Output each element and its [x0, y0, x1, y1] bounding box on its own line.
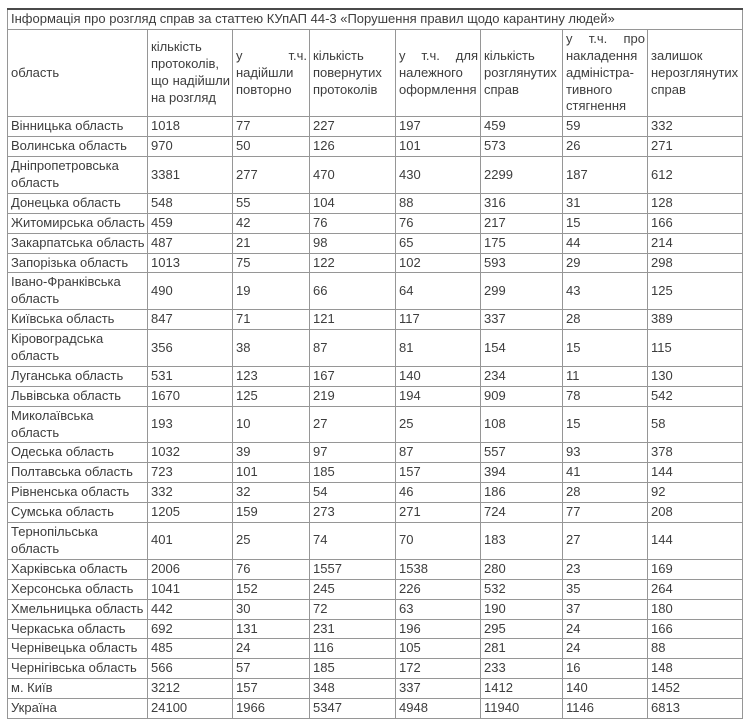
value-cell: 125	[648, 273, 743, 310]
value-cell: 847	[148, 310, 233, 330]
value-cell: 723	[148, 463, 233, 483]
value-cell: 909	[481, 386, 563, 406]
value-cell: 21	[233, 233, 310, 253]
value-cell: 77	[233, 117, 310, 137]
table-row	[8, 559, 743, 579]
table-row	[8, 579, 743, 599]
region-cell: Рівненська область	[8, 483, 148, 503]
region-cell: Донецька область	[8, 193, 148, 213]
value-cell: 43	[563, 273, 648, 310]
table-header-row	[8, 29, 743, 116]
value-cell: 42	[233, 213, 310, 233]
value-cell: 104	[310, 193, 396, 213]
header-region: область	[8, 29, 148, 116]
table-title-row	[8, 9, 743, 29]
value-cell: 66	[310, 273, 396, 310]
value-cell: 24100	[148, 699, 233, 719]
region-cell: Житомирська область	[8, 213, 148, 233]
value-cell: 54	[310, 483, 396, 503]
value-cell: 157	[396, 463, 481, 483]
region-cell: Волинська область	[8, 137, 148, 157]
value-cell: 19	[233, 273, 310, 310]
value-cell: 196	[396, 619, 481, 639]
value-cell: 98	[310, 233, 396, 253]
value-cell: 190	[481, 599, 563, 619]
value-cell: 169	[648, 559, 743, 579]
value-cell: 41	[563, 463, 648, 483]
table-row	[8, 699, 743, 719]
value-cell: 28	[563, 483, 648, 503]
value-cell: 692	[148, 619, 233, 639]
value-cell: 16	[563, 659, 648, 679]
value-cell: 295	[481, 619, 563, 639]
table-row	[8, 273, 743, 310]
value-cell: 24	[563, 639, 648, 659]
value-cell: 442	[148, 599, 233, 619]
header-admin-penalty-imposed: у т.ч. про накладення адміністра-тивного стягнення	[563, 29, 648, 116]
table-row	[8, 310, 743, 330]
table-row	[8, 137, 743, 157]
value-cell: 970	[148, 137, 233, 157]
value-cell: 172	[396, 659, 481, 679]
value-cell: 593	[481, 253, 563, 273]
region-cell: Херсонська область	[8, 579, 148, 599]
value-cell: 65	[396, 233, 481, 253]
table-title: Інформація про розгляд справ за статтею КУпАП 44-3 «Порушення правил щодо карантину людей»	[8, 9, 743, 29]
value-cell: 23	[563, 559, 648, 579]
value-cell: 121	[310, 310, 396, 330]
value-cell: 180	[648, 599, 743, 619]
value-cell: 1146	[563, 699, 648, 719]
value-cell: 573	[481, 137, 563, 157]
region-cell: Закарпатська область	[8, 233, 148, 253]
value-cell: 264	[648, 579, 743, 599]
value-cell: 214	[648, 233, 743, 253]
table-row	[8, 330, 743, 367]
region-cell: Харківська область	[8, 559, 148, 579]
value-cell: 44	[563, 233, 648, 253]
value-cell: 487	[148, 233, 233, 253]
value-cell: 217	[481, 213, 563, 233]
value-cell: 459	[148, 213, 233, 233]
value-cell: 27	[563, 523, 648, 560]
value-cell: 72	[310, 599, 396, 619]
value-cell: 125	[233, 386, 310, 406]
value-cell: 194	[396, 386, 481, 406]
value-cell: 50	[233, 137, 310, 157]
value-cell: 612	[648, 157, 743, 194]
value-cell: 233	[481, 659, 563, 679]
region-cell: Кіровоградська область	[8, 330, 148, 367]
quarantine-cases-table	[7, 8, 743, 719]
value-cell: 37	[563, 599, 648, 619]
table-body	[8, 117, 743, 719]
value-cell: 28	[563, 310, 648, 330]
value-cell: 4948	[396, 699, 481, 719]
value-cell: 157	[233, 679, 310, 699]
value-cell: 117	[396, 310, 481, 330]
value-cell: 167	[310, 366, 396, 386]
value-cell: 39	[233, 443, 310, 463]
value-cell: 10	[233, 406, 310, 443]
value-cell: 299	[481, 273, 563, 310]
value-cell: 115	[648, 330, 743, 367]
value-cell: 3381	[148, 157, 233, 194]
value-cell: 25	[233, 523, 310, 560]
value-cell: 1205	[148, 503, 233, 523]
value-cell: 185	[310, 463, 396, 483]
value-cell: 1670	[148, 386, 233, 406]
value-cell: 356	[148, 330, 233, 367]
region-cell: Хмельницька область	[8, 599, 148, 619]
value-cell: 186	[481, 483, 563, 503]
value-cell: 27	[310, 406, 396, 443]
value-cell: 59	[563, 117, 648, 137]
value-cell: 548	[148, 193, 233, 213]
region-cell: Одеська область	[8, 443, 148, 463]
value-cell: 71	[233, 310, 310, 330]
value-cell: 78	[563, 386, 648, 406]
value-cell: 31	[563, 193, 648, 213]
value-cell: 332	[148, 483, 233, 503]
value-cell: 459	[481, 117, 563, 137]
value-cell: 15	[563, 406, 648, 443]
value-cell: 11	[563, 366, 648, 386]
table-row	[8, 386, 743, 406]
header-unconsidered-balance: залишок нерозглянутих справ	[648, 29, 743, 116]
value-cell: 1966	[233, 699, 310, 719]
value-cell: 88	[396, 193, 481, 213]
value-cell: 566	[148, 659, 233, 679]
header-for-proper-processing: у т.ч. для належного оформлення	[396, 29, 481, 116]
value-cell: 116	[310, 639, 396, 659]
value-cell: 77	[563, 503, 648, 523]
header-protocols-received: кількість протоколів, що надійшли на розгляд	[148, 29, 233, 116]
value-cell: 154	[481, 330, 563, 367]
value-cell: 92	[648, 483, 743, 503]
value-cell: 1041	[148, 579, 233, 599]
value-cell: 93	[563, 443, 648, 463]
table-row	[8, 406, 743, 443]
table-row	[8, 157, 743, 194]
value-cell: 183	[481, 523, 563, 560]
value-cell: 108	[481, 406, 563, 443]
region-cell: Київська область	[8, 310, 148, 330]
value-cell: 87	[310, 330, 396, 367]
value-cell: 1018	[148, 117, 233, 137]
value-cell: 332	[648, 117, 743, 137]
value-cell: 81	[396, 330, 481, 367]
value-cell: 87	[396, 443, 481, 463]
region-cell: Полтавська область	[8, 463, 148, 483]
value-cell: 175	[481, 233, 563, 253]
value-cell: 337	[481, 310, 563, 330]
value-cell: 148	[648, 659, 743, 679]
value-cell: 144	[648, 523, 743, 560]
value-cell: 389	[648, 310, 743, 330]
table-row	[8, 193, 743, 213]
value-cell: 101	[233, 463, 310, 483]
value-cell: 430	[396, 157, 481, 194]
table-row	[8, 503, 743, 523]
region-cell: Чернівецька область	[8, 639, 148, 659]
value-cell: 219	[310, 386, 396, 406]
value-cell: 58	[648, 406, 743, 443]
value-cell: 25	[396, 406, 481, 443]
value-cell: 70	[396, 523, 481, 560]
table-row	[8, 366, 743, 386]
value-cell: 26	[563, 137, 648, 157]
value-cell: 273	[310, 503, 396, 523]
value-cell: 24	[563, 619, 648, 639]
region-cell: Чернігівська область	[8, 659, 148, 679]
value-cell: 3212	[148, 679, 233, 699]
table-row	[8, 619, 743, 639]
value-cell: 6813	[648, 699, 743, 719]
table-row	[8, 523, 743, 560]
value-cell: 1412	[481, 679, 563, 699]
region-cell: Івано-Франківська область	[8, 273, 148, 310]
value-cell: 30	[233, 599, 310, 619]
value-cell: 24	[233, 639, 310, 659]
value-cell: 64	[396, 273, 481, 310]
value-cell: 38	[233, 330, 310, 367]
region-cell: м. Київ	[8, 679, 148, 699]
value-cell: 166	[648, 213, 743, 233]
value-cell: 187	[563, 157, 648, 194]
table-row	[8, 233, 743, 253]
value-cell: 76	[396, 213, 481, 233]
value-cell: 316	[481, 193, 563, 213]
value-cell: 245	[310, 579, 396, 599]
value-cell: 724	[481, 503, 563, 523]
value-cell: 557	[481, 443, 563, 463]
table-row	[8, 463, 743, 483]
value-cell: 281	[481, 639, 563, 659]
value-cell: 470	[310, 157, 396, 194]
value-cell: 166	[648, 619, 743, 639]
value-cell: 277	[233, 157, 310, 194]
value-cell: 531	[148, 366, 233, 386]
table-row	[8, 213, 743, 233]
value-cell: 280	[481, 559, 563, 579]
value-cell: 1538	[396, 559, 481, 579]
value-cell: 490	[148, 273, 233, 310]
value-cell: 1032	[148, 443, 233, 463]
value-cell: 1557	[310, 559, 396, 579]
value-cell: 29	[563, 253, 648, 273]
header-received-repeatedly: у т.ч. надійшли повторно	[233, 29, 310, 116]
value-cell: 140	[396, 366, 481, 386]
value-cell: 122	[310, 253, 396, 273]
value-cell: 152	[233, 579, 310, 599]
value-cell: 234	[481, 366, 563, 386]
region-cell: Львівська область	[8, 386, 148, 406]
table-row	[8, 443, 743, 463]
value-cell: 102	[396, 253, 481, 273]
value-cell: 1452	[648, 679, 743, 699]
table-row	[8, 253, 743, 273]
value-cell: 197	[396, 117, 481, 137]
value-cell: 128	[648, 193, 743, 213]
value-cell: 144	[648, 463, 743, 483]
value-cell: 1013	[148, 253, 233, 273]
header-cases-considered: кількість розглянутих справ	[481, 29, 563, 116]
value-cell: 15	[563, 213, 648, 233]
value-cell: 185	[310, 659, 396, 679]
value-cell: 227	[310, 117, 396, 137]
value-cell: 532	[481, 579, 563, 599]
table-row	[8, 483, 743, 503]
value-cell: 123	[233, 366, 310, 386]
value-cell: 226	[396, 579, 481, 599]
value-cell: 337	[396, 679, 481, 699]
table-row	[8, 639, 743, 659]
value-cell: 88	[648, 639, 743, 659]
region-cell: Луганська область	[8, 366, 148, 386]
table-row	[8, 679, 743, 699]
value-cell: 76	[233, 559, 310, 579]
value-cell: 32	[233, 483, 310, 503]
value-cell: 394	[481, 463, 563, 483]
table-row	[8, 117, 743, 137]
value-cell: 15	[563, 330, 648, 367]
value-cell: 63	[396, 599, 481, 619]
value-cell: 348	[310, 679, 396, 699]
value-cell: 126	[310, 137, 396, 157]
region-cell: Україна	[8, 699, 148, 719]
header-protocols-returned: кількість повернутих протоколів	[310, 29, 396, 116]
region-cell: Вінницька область	[8, 117, 148, 137]
region-cell: Тернопільська область	[8, 523, 148, 560]
value-cell: 2006	[148, 559, 233, 579]
region-cell: Дніпропетровська область	[8, 157, 148, 194]
value-cell: 131	[233, 619, 310, 639]
page	[0, 8, 750, 716]
value-cell: 542	[648, 386, 743, 406]
value-cell: 485	[148, 639, 233, 659]
value-cell: 57	[233, 659, 310, 679]
value-cell: 35	[563, 579, 648, 599]
value-cell: 97	[310, 443, 396, 463]
value-cell: 231	[310, 619, 396, 639]
value-cell: 193	[148, 406, 233, 443]
value-cell: 101	[396, 137, 481, 157]
value-cell: 378	[648, 443, 743, 463]
value-cell: 11940	[481, 699, 563, 719]
value-cell: 46	[396, 483, 481, 503]
value-cell: 75	[233, 253, 310, 273]
value-cell: 298	[648, 253, 743, 273]
value-cell: 140	[563, 679, 648, 699]
value-cell: 130	[648, 366, 743, 386]
value-cell: 401	[148, 523, 233, 560]
value-cell: 76	[310, 213, 396, 233]
value-cell: 105	[396, 639, 481, 659]
value-cell: 271	[648, 137, 743, 157]
region-cell: Миколаївська область	[8, 406, 148, 443]
value-cell: 2299	[481, 157, 563, 194]
value-cell: 159	[233, 503, 310, 523]
region-cell: Сумська область	[8, 503, 148, 523]
value-cell: 208	[648, 503, 743, 523]
region-cell: Запорізька область	[8, 253, 148, 273]
value-cell: 5347	[310, 699, 396, 719]
value-cell: 55	[233, 193, 310, 213]
table-row	[8, 599, 743, 619]
value-cell: 74	[310, 523, 396, 560]
table-row	[8, 659, 743, 679]
value-cell: 271	[396, 503, 481, 523]
region-cell: Черкаська область	[8, 619, 148, 639]
